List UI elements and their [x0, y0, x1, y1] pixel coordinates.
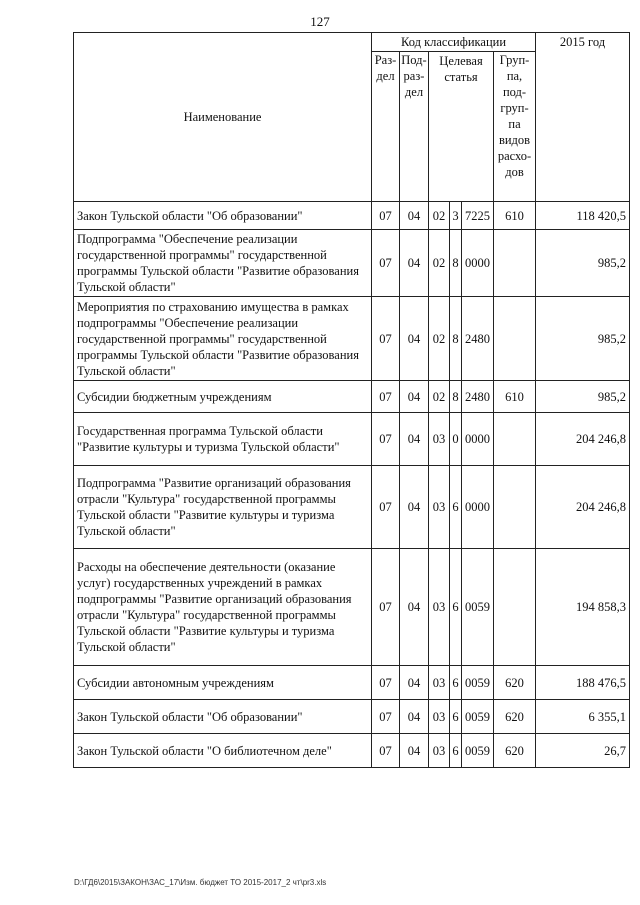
row-subsection: 04	[400, 230, 429, 297]
row-target-program: 02	[429, 202, 450, 230]
row-target-subprogram: 6	[450, 734, 462, 768]
row-section: 07	[372, 700, 400, 734]
row-name: Подпрограмма "Обеспечение реализации государственной программы" государственной программы Тульской области "Развитие образования Тульской области"	[74, 230, 372, 297]
row-expense-group: 610	[494, 381, 536, 413]
row-expense-group: 620	[494, 666, 536, 700]
row-subsection: 04	[400, 466, 429, 549]
table-row	[74, 666, 630, 700]
row-target-program: 03	[429, 666, 450, 700]
row-amount: 188 476,5	[536, 666, 630, 700]
row-expense-group: 610	[494, 202, 536, 230]
row-name: Подпрограмма "Развитие организаций образования отрасли "Культура" государственной программы Тульской области "Развитие культуры и туризма Тульской области"	[74, 466, 372, 549]
table-row	[74, 466, 630, 549]
row-target-subprogram: 6	[450, 666, 462, 700]
row-target-subprogram: 8	[450, 230, 462, 297]
table-row	[74, 381, 630, 413]
row-target-direction: 2480	[462, 381, 494, 413]
row-target-subprogram: 6	[450, 466, 462, 549]
row-name: Закон Тульской области "О библиотечном деле"	[74, 734, 372, 768]
row-subsection: 04	[400, 734, 429, 768]
row-expense-group	[494, 466, 536, 549]
row-target-subprogram: 8	[450, 297, 462, 381]
table-header	[74, 33, 630, 202]
table-row	[74, 700, 630, 734]
row-target-subprogram: 6	[450, 549, 462, 666]
table-row	[74, 413, 630, 466]
row-expense-group	[494, 549, 536, 666]
row-target-direction: 0059	[462, 700, 494, 734]
header-classification: Код классификации	[372, 33, 536, 52]
table-row	[74, 230, 630, 297]
header-section: Раз- дел	[372, 52, 400, 202]
row-expense-group	[494, 413, 536, 466]
row-amount: 204 246,8	[536, 413, 630, 466]
row-subsection: 04	[400, 549, 429, 666]
row-subsection: 04	[400, 700, 429, 734]
row-expense-group	[494, 230, 536, 297]
row-section: 07	[372, 734, 400, 768]
row-section: 07	[372, 202, 400, 230]
row-target-direction: 0059	[462, 666, 494, 700]
row-section: 07	[372, 297, 400, 381]
row-target-program: 03	[429, 466, 450, 549]
row-target-program: 02	[429, 230, 450, 297]
row-subsection: 04	[400, 297, 429, 381]
row-target-direction: 0000	[462, 230, 494, 297]
row-expense-group: 620	[494, 700, 536, 734]
header-year: 2015 год	[536, 33, 630, 202]
header-subsection: Под- раз- дел	[400, 52, 429, 202]
budget-table	[73, 32, 630, 768]
file-path-footer: D:\ГД6\2015\ЗАКОН\ЗАС_17\Изм. бюджет ТО 2015-2017_2 чт\pr3.xls	[74, 878, 327, 887]
row-amount: 118 420,5	[536, 202, 630, 230]
row-target-subprogram: 8	[450, 381, 462, 413]
row-target-program: 03	[429, 413, 450, 466]
header-target-article: Целевая статья	[429, 52, 494, 202]
table-row	[74, 297, 630, 381]
row-target-direction: 0059	[462, 549, 494, 666]
row-amount: 26,7	[536, 734, 630, 768]
row-amount: 204 246,8	[536, 466, 630, 549]
row-name: Мероприятия по страхованию имущества в рамках подпрограммы "Обеспечение реализации государственной программы" государственной программы Тульской области "Развитие образования Тульской области"	[74, 297, 372, 381]
table-row	[74, 734, 630, 768]
row-target-direction: 0000	[462, 466, 494, 549]
row-section: 07	[372, 466, 400, 549]
row-section: 07	[372, 666, 400, 700]
row-target-program: 02	[429, 297, 450, 381]
table-row	[74, 202, 630, 230]
row-target-direction: 2480	[462, 297, 494, 381]
row-target-program: 03	[429, 549, 450, 666]
row-name: Субсидии автономным учреждениям	[74, 666, 372, 700]
row-section: 07	[372, 381, 400, 413]
row-expense-group: 620	[494, 734, 536, 768]
row-target-subprogram: 0	[450, 413, 462, 466]
row-subsection: 04	[400, 202, 429, 230]
row-expense-group	[494, 297, 536, 381]
row-target-direction: 0059	[462, 734, 494, 768]
row-section: 07	[372, 549, 400, 666]
row-amount: 6 355,1	[536, 700, 630, 734]
row-subsection: 04	[400, 381, 429, 413]
row-amount: 194 858,3	[536, 549, 630, 666]
header-name: Наименование	[74, 33, 372, 202]
row-name: Закон Тульской области "Об образовании"	[74, 202, 372, 230]
row-target-program: 02	[429, 381, 450, 413]
row-target-subprogram: 6	[450, 700, 462, 734]
row-amount: 985,2	[536, 230, 630, 297]
row-name: Субсидии бюджетным учреждениям	[74, 381, 372, 413]
header-expense-group: Груп- па, под- груп- па видов расхо- дов	[494, 52, 536, 202]
row-name: Закон Тульской области "Об образовании"	[74, 700, 372, 734]
row-target-program: 03	[429, 734, 450, 768]
row-section: 07	[372, 413, 400, 466]
row-subsection: 04	[400, 666, 429, 700]
row-amount: 985,2	[536, 381, 630, 413]
row-amount: 985,2	[536, 297, 630, 381]
row-target-subprogram: 3	[450, 202, 462, 230]
row-section: 07	[372, 230, 400, 297]
row-target-direction: 7225	[462, 202, 494, 230]
row-name: Расходы на обеспечение деятельности (оказание услуг) государственных учреждений в рамках подпрограммы "Развитие организаций образования отрасли "Культура" государственной программы Тульской области "Развитие культуры и туризма Тульской области"	[74, 549, 372, 666]
row-target-direction: 0000	[462, 413, 494, 466]
table-row	[74, 549, 630, 666]
row-subsection: 04	[400, 413, 429, 466]
page-number: 127	[310, 14, 330, 29]
row-target-program: 03	[429, 700, 450, 734]
row-name: Государственная программа Тульской области "Развитие культуры и туризма Тульской области"	[74, 413, 372, 466]
